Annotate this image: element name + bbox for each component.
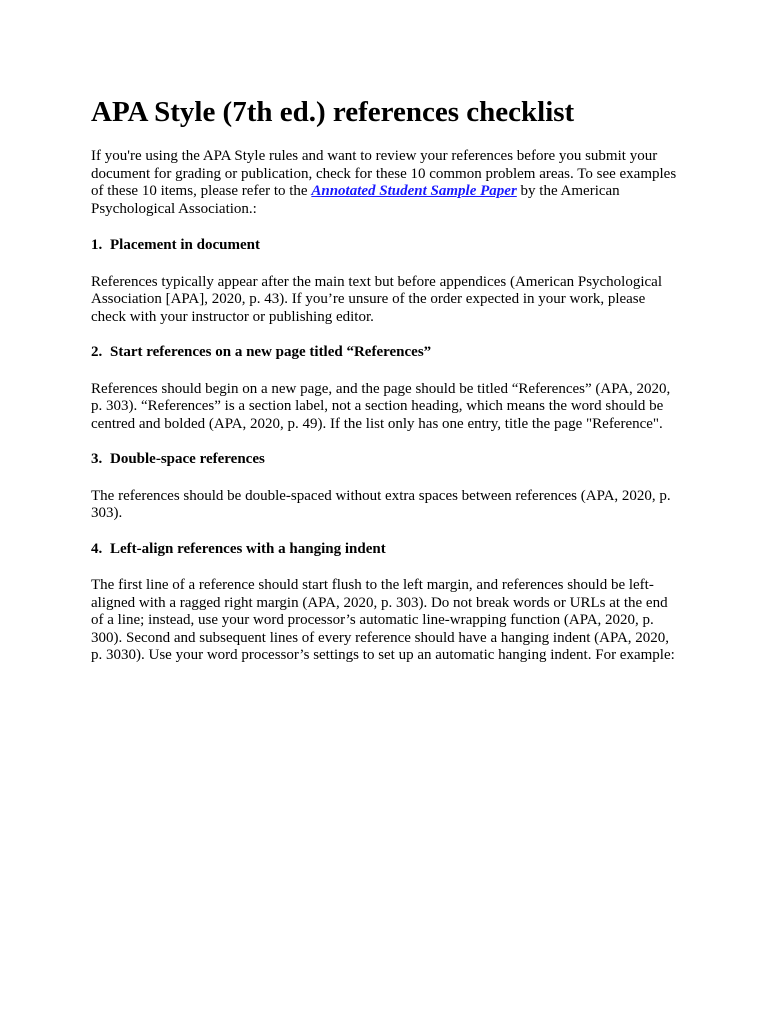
section-number: 4. [91,540,103,557]
document-page [91,94,683,683]
section-number: 3. [91,451,103,467]
section-heading [91,451,683,469]
section-heading-text: Left-align references with a hanging indent [110,540,386,557]
section-body: References should begin on a new page, and the page should be titled “References” (APA, 2020, p. 303). “References” is a section label, not a section heading, which means the word should be centred and bolded (APA, 2020, p. 49). If the list only has one entry, title the page "Reference". [91,380,671,432]
section-heading [91,344,683,362]
section-body: The first line of a reference should start flush to the left margin, and references should be left-aligned with a ragged right margin (APA, 2020, p. 303). Do not break words or URLs at the end of a line; instead, use your word processor’s automatic line-wrapping function (APA, 2020, p. 300). Second and subsequent lines of every reference should have a hanging indent (APA, 2020, p. 3030). Use your word processor’s settings to set up an automatic hanging indent. For example: [91,577,675,663]
section-number: 1. [91,237,103,253]
page-title: APA Style (7th ed.) references checklist [91,96,575,128]
section-heading [91,237,683,255]
section-double-space [91,451,683,523]
section-hanging-indent [91,541,683,665]
section-placement [91,237,683,326]
intro-paragraph [91,148,683,218]
section-heading [91,541,683,559]
intro-text-after-link: by the American Psychological Association.: [91,183,620,217]
section-body: References typically appear after the main text but before appendices (American Psychological Association [APA], 2020, p. 43). If you’re unsure of the order expected in your work, please check with your instructor or publishing editor. [91,273,663,325]
section-number: 2. [91,344,103,360]
intro-text-before-link: If you're using the APA Style rules and want to review your references before you submit your document for grading or publication, check for these 10 common problem areas. To see examples of these 10 items, please refer to the [91,148,677,199]
section-heading-text: Double-space references [110,451,265,467]
section-new-page [91,344,683,433]
section-heading-text: Placement in document [110,237,260,253]
annotated-sample-paper-link[interactable]: Annotated Student Sample Paper [311,183,517,199]
section-body: The references should be double-spaced without extra spaces between references (APA, 2020, p. 303). [91,487,671,521]
section-heading-text: Start references on a new page titled “References” [110,344,432,360]
